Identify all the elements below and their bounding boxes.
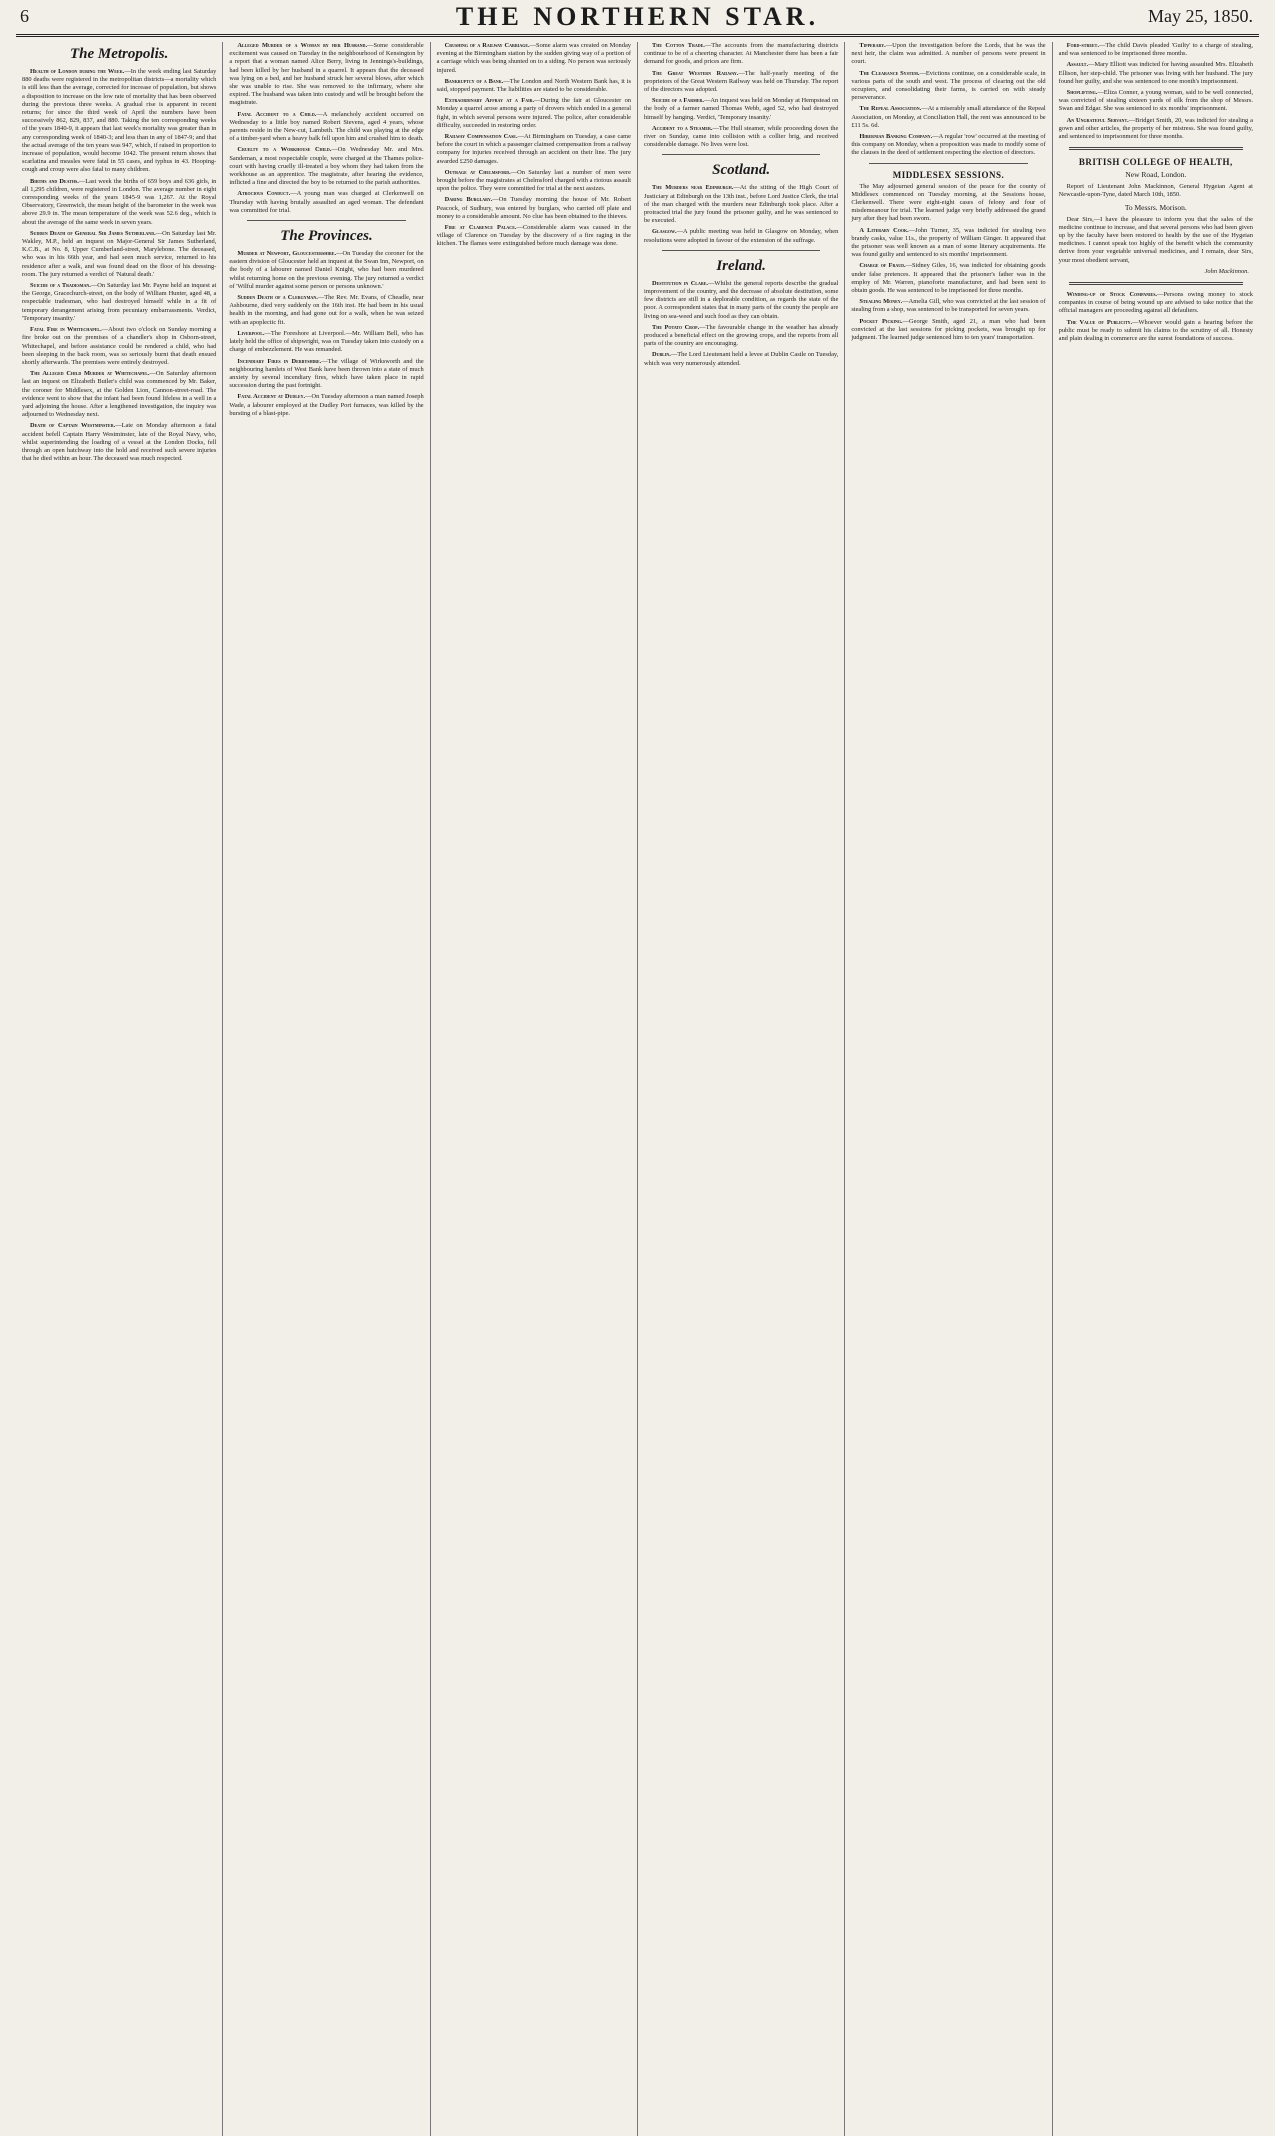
article-body: —The half-yearly meeting of the proprietors of the Great Western Railway was held on Thursday. The report of the directors was adopted.: [643, 69, 839, 94]
article-lead: The Potato Crop.: [651, 323, 700, 331]
article-body: —On Saturday last Mr. Wakley, M.P., held an inquest on Major-General Sir James Sutherland, K.C.B., at No. 8, Upper Cumberland-street, Marylebone. The deceased, who was in his 66th year, and had seen much service, returned to his residence after a walk, and was found dead on the floor of his dressing-room. The jury returned a verdict of 'Natural death.': [22, 229, 217, 278]
article: [1059, 42, 1253, 58]
article-lead: Charge of Fraud.: [859, 262, 906, 270]
article-lead: Sudden Death of General Sir James Sutherland.: [30, 229, 156, 237]
article-lead: Tipperary.: [859, 42, 886, 49]
section-heading-scotland: Scotland.: [712, 162, 771, 179]
divider: [247, 220, 405, 221]
column-6: [1052, 42, 1259, 2136]
page-number: 6: [20, 6, 29, 26]
article-lead: Crushing of a Railway Carriage.: [444, 42, 530, 49]
article: [644, 97, 838, 122]
article-lead: Accident to a Steamer.: [651, 124, 713, 132]
article-body: —An inquest was held on Monday at Hempstead on the body of a farmer named Thomas Webb, aged 52, who had destroyed himself by hanging. Verdict, 'Temporary insanity.': [643, 97, 839, 121]
article-lead: Winding-up of Stock Companies.: [1066, 291, 1158, 299]
article-lead: Incendiary Fires in Derbyshire.: [237, 357, 322, 365]
article-lead: Death of Captain Westminster.: [30, 422, 116, 430]
article: [851, 227, 1045, 260]
article-lead: Health of London during the Week.: [30, 68, 125, 75]
section-heading-middlesex-sessions: MIDDLESEX SESSIONS.: [892, 169, 1005, 180]
article-lead: The Great Western Railway.: [651, 69, 739, 77]
issue-date: May 25, 1850.: [1148, 6, 1253, 26]
article-body: —The village of Wirksworth and the neighbouring hamlets of West Bank have been thrown into a state of much anxiety by several incendiary fires, which have taken place in rapid succession during the past fortnight.: [229, 357, 424, 390]
article-body: —The Lord Lieutenant held a levee at Dublin Castle on Tuesday, which was very numerously attended.: [643, 351, 839, 367]
column-3: [430, 42, 637, 2136]
article-lead: Suicide of a Tradesman.: [30, 282, 91, 290]
article-body: —Mary Elliott was indicted for having assaulted Mrs. Elizabeth Ellison, her step-child. The prisoner was living with her husband. The jury found her guilty, and she was sentenced to one month's imprisonment.: [1058, 61, 1253, 85]
article-body: —The Foreshore at Liverpool.—Mr. William Bell, who has lately held the office of shipwright, was on Tuesday taken into custody on a charge of embezzlement. He was remanded.: [229, 329, 424, 354]
article: [229, 146, 423, 187]
article: [851, 133, 1045, 158]
article-lead: Murder at Newport, Gloucestershire.: [237, 250, 337, 258]
article-lead: Ford-street.: [1066, 42, 1099, 49]
article: [644, 184, 838, 225]
article: [437, 133, 631, 166]
article: [644, 228, 838, 244]
article-lead: Cruelty to a Workhouse Child.: [237, 146, 332, 154]
article-body: —On Saturday afternoon last an inquest on Elizabeth Butler's child was commenced by Mr. Baker, the coroner for Middlesex, at the Golden Lion, Cannon-street-road. The evidence went to show that the infant had been found lifeless in a well in a yard adjoining the house. After a lengthened investigation, the inquiry was adjourned to Wednesday next.: [22, 370, 217, 419]
divider: [662, 250, 820, 251]
newspaper-title: THE NORTHERN STAR.: [455, 2, 820, 31]
article: [437, 78, 631, 94]
article-body: —George Smith, aged 21, a man who had been convicted at the last sessions for picking pockets, was brought up for judgment. The learned judge sentenced him to ten years' transportation.: [851, 317, 1046, 342]
article-lead: Bankruptcy of a Bank.: [444, 77, 504, 85]
article-lead: Assault.: [1066, 61, 1089, 69]
article-body: —During the fair at Gloucester on Monday a quarrel arose among a party of drovers which ended in a general fight, in which several persons were injured. The police, after considerable difficulty, succeeded in restoring order.: [436, 97, 631, 129]
divider: [869, 163, 1027, 164]
article: [437, 196, 631, 221]
article-lead: Outrage at Chelmsford.: [444, 168, 511, 176]
article-body: —A public meeting was held in Glasgow on Monday, when resolutions were adopted in favour of the extension of the suffrage.: [643, 228, 839, 244]
article-body: —A regular 'row' occurred at the meeting of this company on Monday, when a proposition was made to modify some of the clauses in the deed of settlement respecting the election of directors.: [851, 133, 1046, 157]
article-body: —John Turner, 35, was indicted for stealing two brandy casks, value 11s., the property of William Ginger. It appeared that the prisoner was well known as a man of some literary acquirements. He was found guilty and sentenced to six months' imprisonment.: [851, 226, 1046, 259]
article: [851, 105, 1045, 130]
column-4: [637, 42, 844, 2136]
article-body: —Considerable alarm was caused in the village of Clarence on Tuesday by the discovery of a fire raging in the kitchen. The flames were extinguished before much damage was done.: [436, 224, 631, 248]
article-body: —Sidney Giles, 16, was indicted for obtaining goods under false pretences. It appeared that the prisoner's father was in the employ of Mr. Warren, pianoforte manufacturer, and had been sent to obtain goods. He was sentenced to be imprisoned for three months.: [851, 262, 1046, 295]
article-lead: The Murders near Edinburgh.: [651, 184, 734, 192]
article-body: —In the week ending last Saturday 880 deaths were registered in the metropolitan districts—a mortality which is still less than the average, corrected for increase of population, but shows a disposition to increase on the low rate of mortality that has been observed during the previous three weeks. A gradual rise is apparent in recent returns; for since the third week of April the numbers have been successively 862, 829, 837, and 880. Taking the ten corresponding weeks of the years 1840-9, it appears that last week's mortality was greater than in any corresponding week of 1840-3; and less than in any of 1847-9; and that the actual average of the ten years was 947, which, if raised in proportion to increase of population, would become 1042. The present return shows that scarlatina and measles were fatal in 55 cases, and typhus in 43. Hooping-cough and croup were also fatal to many children.: [22, 68, 217, 174]
article-body: —The Hull steamer, while proceeding down the river on Sunday, came into collision with a collier brig, and received considerable damage. No lives were lost.: [643, 124, 839, 149]
letter-signature: John Mackinnon.: [1204, 267, 1249, 275]
article-lead: A Literary Cook.: [859, 226, 909, 234]
article: [22, 230, 216, 279]
article-lead: The Alleged Child Murder at Whitechapel.: [30, 370, 150, 378]
article-lead: Railway Compensation Case.: [444, 133, 518, 141]
article-body: —Amelia Gill, who was convicted at the last session of stealing from a shop, was sentenced to be transported for seven years.: [851, 298, 1046, 314]
letter-body: Dear Sirs,—I have the pleasure to inform you that the sales of the medicine continue to increase, and that several persons who had been given up by the faculty have been restored to health by the use of the Hygeian medicines. I cannot speak too highly of the benefit which the community derive from your vegetable universal medicines, and I remain, dear Sirs, your most obedient servant,: [1058, 215, 1253, 264]
article: [851, 70, 1045, 103]
article-lead: Extraordinary Affray at a Fair.: [444, 97, 535, 105]
article-body: —The Rev. Mr. Evans, of Cheadle, near Ashbourne, died very suddenly on the 16th inst. He had been in his usual health in the morning, and had gone out for a walk, when he was seized with an apoplectic fit.: [229, 294, 424, 326]
article: [437, 97, 631, 130]
article: [1059, 89, 1253, 114]
advertisement-subheading: New Road, London.: [1125, 170, 1187, 180]
article-lead: Stealing Money.: [859, 298, 903, 306]
article: [644, 351, 838, 367]
article-lead: Liverpool.: [237, 329, 265, 337]
article-lead: An Ungrateful Servant.: [1066, 116, 1129, 124]
article-lead: The Repeal Association.: [859, 105, 922, 113]
article-lead: Pocket Picking.: [859, 317, 903, 325]
article: [229, 42, 423, 108]
article-lead: Fire at Clarence Palace.: [444, 224, 517, 232]
article-lead: Births and Deaths.: [30, 177, 79, 185]
article: [229, 250, 423, 291]
article: [644, 42, 838, 67]
article-body: —At Birmingham on Tuesday, a case came before the court in which a passenger claimed compensation from a railway company for injuries received through an accident on their line. The jury awarded £250 damages.: [436, 133, 631, 165]
advertisement-heading: BRITISH COLLEGE OF HEALTH,: [1078, 157, 1233, 168]
article: [1059, 291, 1253, 316]
column-1: [16, 42, 222, 2136]
article: [437, 224, 631, 249]
article-lead: Sudden Death of a Clergyman.: [237, 294, 318, 302]
article-lead: Hibernian Banking Company.: [859, 133, 933, 141]
article: [1059, 117, 1253, 142]
section-heading-metropolis: The Metropolis.: [69, 46, 169, 62]
section-heading-ireland: Ireland.: [716, 257, 766, 274]
newspaper-page: [16, 0, 1259, 2136]
article-body: —A melancholy accident occurred on Wednesday to a little boy named Robert Stevens, aged 4 years, whose parents reside in the New-cut, Lambeth. The child was playing at the edge of a timber-yard when a heavy balk fell upon him and crushed him to death.: [229, 110, 424, 143]
article: [1059, 61, 1253, 86]
article-body: —On Wednesday Mr. and Mrs. Sandeman, a most respectable couple, were charged at the Thames police-court with having cruelly ill-treated a boy whom they had taken from the workhouse as an apprentice. The magistrate, after hearing the evidence, inflicted a fine and directed the boy to be returned to the parish authorities.: [229, 146, 424, 187]
article-body: —Bridget Smith, 20, was indicted for stealing a gown and other articles, the property of her mistress. She was found guilty, and sentenced to imprisonment for three months.: [1058, 116, 1253, 141]
column-5: [844, 42, 1051, 2136]
article-lead: Fatal Accident at Dudley.: [237, 393, 306, 401]
article: [22, 326, 216, 367]
article-body: —Some alarm was created on Monday evening at the Birmingham station by the sudden giving way of a portion of a carriage which was being shunted on to a siding. No person was seriously injured.: [436, 42, 631, 74]
article-lead: The Clearance System.: [859, 69, 920, 77]
article-lead: Daring Burglary.: [444, 196, 493, 204]
column-area: [16, 42, 1259, 2136]
article: [851, 42, 1045, 67]
article-lead: Alleged Murder of a Woman by her Husband.: [237, 42, 368, 49]
article: [851, 318, 1045, 343]
article-body: —On Tuesday the coroner for the eastern division of Gloucester held an inquest at the Swan Inn, Newport, on the body of a labourer named Daniel Knight, who had been murdered whilst returning home on the previous evening. The jury returned a verdict of 'Wilful murder against some person or persons unknown.': [229, 250, 424, 290]
article: [644, 280, 838, 321]
divider: [1069, 282, 1243, 285]
article-body: —Whilst the general reports describe the gradual improvement of the country, and the decrease of absolute destitution, some few districts are still in a deplorable condition, as regards the state of the poor. A correspondent states that in many parts of the county the people are living on sea-weed and such food as they can obtain.: [643, 279, 839, 320]
article: [644, 125, 838, 150]
article-body: —The London and North Western Bank has, it is said, stopped payment. The liabilities are stated to be considerable.: [436, 77, 631, 94]
masthead: [16, 0, 1259, 37]
article-body: —Some considerable excitement was caused on Tuesday in the neighbourhood of Kensington by a report that a woman named Alice Berry, living in Jennings's-buildings, had been killed by her husband in a quarrel. It appears that the deceased was lying on a bed, and her husband struck her several blows, after which she was unable to rise. She was removed to the infirmary, where she expired. The husband was taken into custody and will be brought before the magistrate.: [229, 42, 424, 107]
article-body: —A young man was charged at Clerkenwell on Thursday with having brutally assaulted an aged woman. The defendant was committed for trial.: [229, 190, 424, 214]
article: [22, 370, 216, 419]
article-body: —Last week the births of 659 boys and 636 girls, in all 1,295 children, were registered in London. The average number in eight corresponding weeks of the years 1845-9 was 1,267. At the Royal Observatory, Greenwich, the mean height of the barometer in the week was above 29.9 in. The mean temperature of the week was 52.6 deg., which is about the average of the same week in seven years.: [22, 177, 217, 226]
article-body: —Persons owing money to stock companies in course of being wound up are advised to take notice that the official managers are proceeding against all defaulters.: [1058, 291, 1253, 315]
article-body: —On Saturday last Mr. Payne held an inquest at the George, Gracechurch-street, on the body of William Hunter, aged 48, a respectable tradesman, who had destroyed himself while in a fit of temporary derangement arising from pecuniary embarrassments. Verdict, 'Temporary insanity.': [22, 282, 217, 322]
article-lead: Suicide of a Farmer.: [651, 97, 705, 105]
divider: [662, 154, 820, 155]
article-lead: Fatal Fire in Whitechapel.: [30, 326, 102, 334]
article-body: —Eliza Conner, a young woman, said to be well connected, was convicted of stealing sixteen yards of silk from the shop of Messrs. Swan and Edgar. She was sentenced to six months' imprisonment.: [1058, 89, 1253, 113]
article-body: —Whoever would gain a hearing before the public must be ready to submit his claims to the scrutiny of all. Honesty and plain dealing in commerce are the surest foundations of success.: [1058, 318, 1253, 343]
article-lead: Glasgow.: [651, 228, 677, 236]
letter-salutation: To Messrs. Morison.: [1124, 202, 1187, 212]
article: [851, 183, 1045, 224]
article-body: —At the sitting of the High Court of Justiciary at Edinburgh on the 13th inst., before Lord Justice Clerk, the trial of the man charged with the murders near Edinburgh took place. After a protracted trial the jury found the prisoner guilty, and he was sentenced to be executed.: [643, 184, 839, 225]
article: [22, 68, 216, 175]
divider: [1069, 147, 1243, 150]
article-body: —At a miserably small attendance of the Repeal Association, on Monday, at Conciliation Hall, the rent was announced to be £11 5s. 6d.: [851, 105, 1046, 129]
article-body: —The child Davis pleaded 'Guilty' to a charge of stealing, and was sentenced to be imprisoned three months.: [1058, 42, 1253, 58]
section-heading-provinces: The Provinces.: [280, 228, 373, 245]
article: [851, 298, 1045, 314]
article-lead: Fatal Accident to a Child.: [237, 110, 317, 118]
article-body: —The accounts from the manufacturing districts continue to be of a cheering character. At Manchester there has been a fair demand for goods, and prices are firm.: [643, 42, 839, 66]
article-body: The May adjourned general session of the peace for the county of Middlesex commenced on Tuesday morning, at the Sessions house, Clerkenwell. There were eight-eight cases of felony and four of misdemeanour for trial. The learned judge very briefly addressed the grand jury after they had been sworn.: [851, 182, 1046, 223]
article-lead: The Cotton Trade.: [651, 42, 705, 49]
article: [229, 330, 423, 355]
article-lead: Dublin.: [651, 351, 671, 359]
article-lead: Destitution in Clare.: [651, 279, 709, 287]
article: [229, 190, 423, 215]
article: [229, 358, 423, 391]
article-body: —Late on Monday afternoon a fatal accident befell Captain Harry Westminster, late of the Royal Navy, who, whilst superintending the loading of a vessel at the London Docks, fell through an open hatchway into the hold and received such severe injuries that he died within an hour. The deceased was much respected.: [22, 422, 217, 463]
article: [229, 294, 423, 327]
letter-intro: Report of Lieutenant John Mackinnon, General Hygeian Agent at Newcastle-upon-Tyne, dated March 10th, 1850.: [1058, 183, 1253, 199]
article-lead: Atrocious Conduct.: [237, 190, 291, 198]
article-body: —Upon the investigation before the Lords, that he was the next heir, the claim was admitted. A number of persons were present in court.: [851, 42, 1046, 66]
article-body: —On Tuesday morning the house of Mr. Robert Peacock, of Sudbury, was entered by burglars, who carried off plate and money to a considerable amount. No clue has been obtained to the thieves.: [436, 196, 631, 220]
article: [644, 324, 838, 349]
article: [229, 393, 423, 418]
article: [437, 42, 631, 75]
article-body: —On Tuesday afternoon a man named Joseph Wade, a labourer employed at the Dudley Port furnaces, was killed by the bursting of a blast-pipe.: [229, 393, 424, 417]
article: [229, 111, 423, 144]
article: [22, 178, 216, 227]
article: [851, 262, 1045, 295]
article-body: —On Saturday last a number of men were brought before the magistrates at Chelmsford charged with a riotous assault upon the police. They were committed for trial at the next assizes.: [436, 168, 631, 193]
article: [22, 422, 216, 463]
article-lead: The Value of Publicity.: [1066, 318, 1133, 326]
article: [1059, 319, 1253, 344]
article-body: —The favourable change in the weather has already produced a beneficial effect on the growing crops, and the reports from all parts of the country are encouraging.: [643, 323, 839, 348]
article: [437, 169, 631, 194]
article: [22, 282, 216, 323]
article-body: —Evictions continue, on a considerable scale, in various parts of the south and west. The process of clearing out the old occupiers, and consolidating their farms, is carried on with steady perseverance.: [851, 69, 1046, 102]
column-2: [222, 42, 429, 2136]
article: [644, 70, 838, 95]
article-lead: Shoplifting.: [1066, 89, 1098, 97]
article-body: —About two o'clock on Sunday morning a fire broke out on the premises of a chandler's shop in Osborn-street, Whitechapel, and before assistance could be rendered a child, who had been sleeping in the back room, was so seriously burnt that death ensued shortly afterwards. The premises were entirely destroyed.: [22, 326, 217, 366]
